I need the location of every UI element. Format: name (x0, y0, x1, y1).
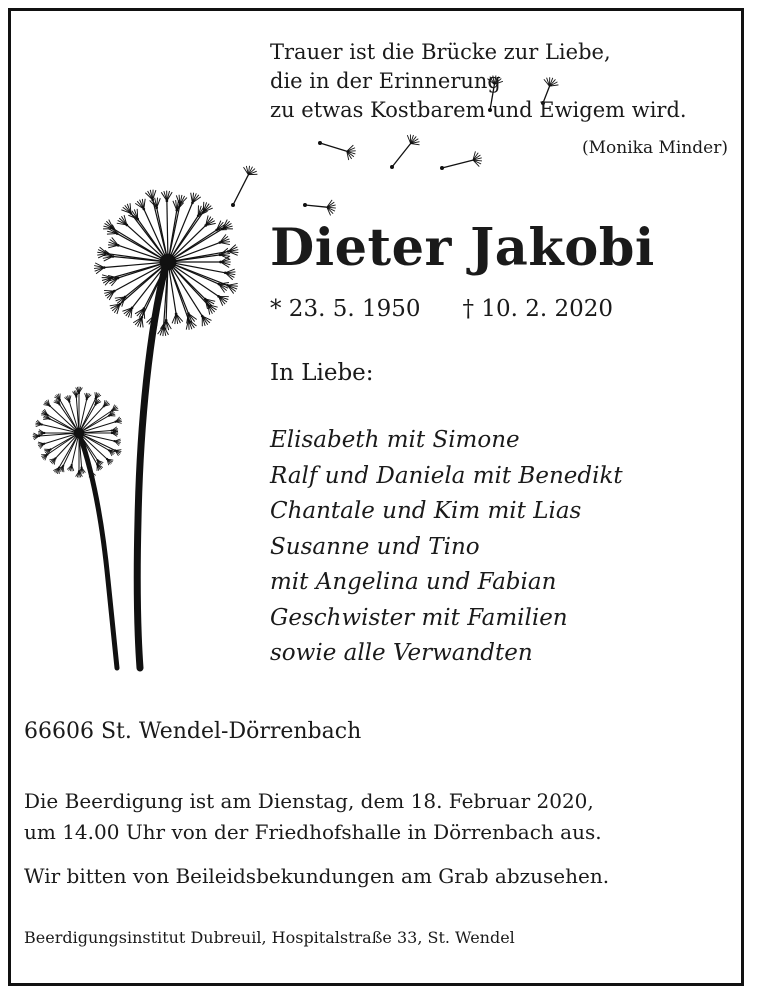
funeral-line: Die Beerdigung ist am Dienstag, dem 18. Februar 2020, (24, 789, 594, 813)
mourner-line: Geschwister mit Familien (270, 604, 568, 631)
big-dandelion-icon (94, 190, 238, 336)
life-dates (270, 296, 613, 322)
undertaker: Beerdigungsinstitut Dubreuil, Hospitalstraße 33, St. Wendel (24, 928, 515, 947)
poem-line: zu etwas Kostbarem und Ewigem wird. (270, 98, 687, 122)
in-love-label: In Liebe: (270, 360, 374, 386)
death-date: † 10. 2. 2020 (462, 296, 613, 322)
poem-line: die in der Erinnerung (270, 69, 501, 93)
small-dandelion-icon (33, 387, 122, 478)
funeral-info (24, 786, 602, 848)
mourner-line: Elisabeth mit Simone (270, 427, 520, 453)
funeral-line: um 14.00 Uhr von der Friedhofshalle in Dörrenbach aus. (24, 820, 602, 844)
birth-date: * 23. 5. 1950 (270, 296, 421, 322)
poem-author: (Monika Minder) (582, 138, 728, 158)
mourner-line: sowie alle Verwandten (270, 640, 533, 666)
deceased-name: Dieter Jakobi (270, 218, 655, 278)
poem (270, 38, 687, 125)
mourner-line: mit Angelina und Fabian (270, 569, 557, 595)
small-dandelion-stem (80, 436, 117, 668)
condolence-request: Wir bitten von Beileidsbekundungen am Grab abzusehen. (24, 864, 610, 888)
mourner-line: Ralf und Daniela mit Benedikt (270, 462, 623, 489)
place: 66606 St. Wendel-Dörrenbach (24, 719, 362, 744)
mourner-line: Chantale und Kim mit Lias (270, 498, 582, 524)
mourner-line: Susanne und Tino (270, 533, 480, 560)
mourners-list (270, 423, 623, 672)
poem-line: Trauer ist die Brücke zur Liebe, (270, 40, 611, 64)
